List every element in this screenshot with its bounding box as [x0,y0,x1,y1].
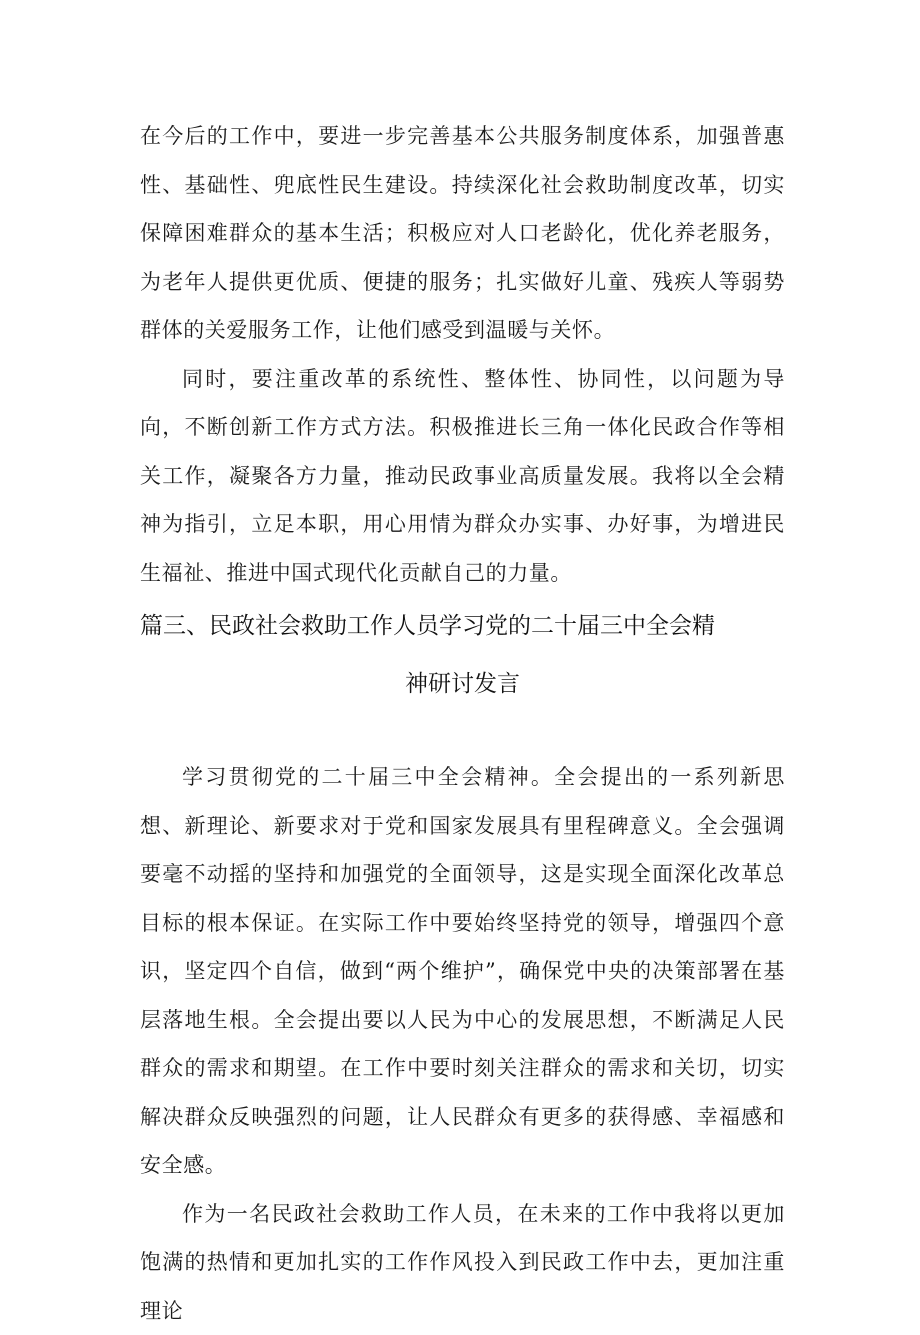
section-heading-line2: 神研讨发言 [140,655,785,713]
paragraph-study: 学习贯彻党的二十届三中全会精神。全会提出的一系列新思想、新理论、新要求对于党和国家发展具有里程碑意义。全会强调要毫不动摇的坚持和加强党的全面领导，这是实现全面深化改革总目标的根本保证。在实际工作中要始终坚持党的领导，增强四个意识，坚定四个自信，做到“两个维护”，确保党中央的决策部署在基层落地生根。全会提出要以人民为中心的发展思想，不断满足人民群众的需求和期望。在工作中要时刻关注群众的需求和关切，切实解决群众反映强烈的问题，让人民群众有更多的获得感、幸福感和安全感。 [140,753,785,1190]
paragraph-continuation: 在今后的工作中，要进一步完善基本公共服务制度体系，加强普惠性、基础性、兜底性民生建设。持续深化社会救助制度改革，切实保障困难群众的基本生活；积极应对人口老龄化，优化养老服务，为老年人提供更优质、便捷的服务；扎实做好儿童、残疾人等弱势群体的关爱服务工作，让他们感受到温暖与关怀。 [140,112,785,355]
paragraph-commitment: 作为一名民政社会救助工作人员，在未来的工作中我将以更加饱满的热情和更加扎实的工作作风投入到民政工作中去，更加注重理论 [140,1190,785,1335]
document-body [140,112,785,1335]
section-heading-line1: 篇三、民政社会救助工作人员学习党的二十届三中全会精 [140,597,785,655]
paragraph-reform: 同时，要注重改革的系统性、整体性、协同性，以问题为导向，不断创新工作方式方法。积极推进长三角一体化民政合作等相关工作，凝聚各方力量，推动民政事业高质量发展。我将以全会精神为指引，立足本职，用心用情为群众办实事、办好事，为增进民生福祉、推进中国式现代化贡献自己的力量。 [140,355,785,598]
